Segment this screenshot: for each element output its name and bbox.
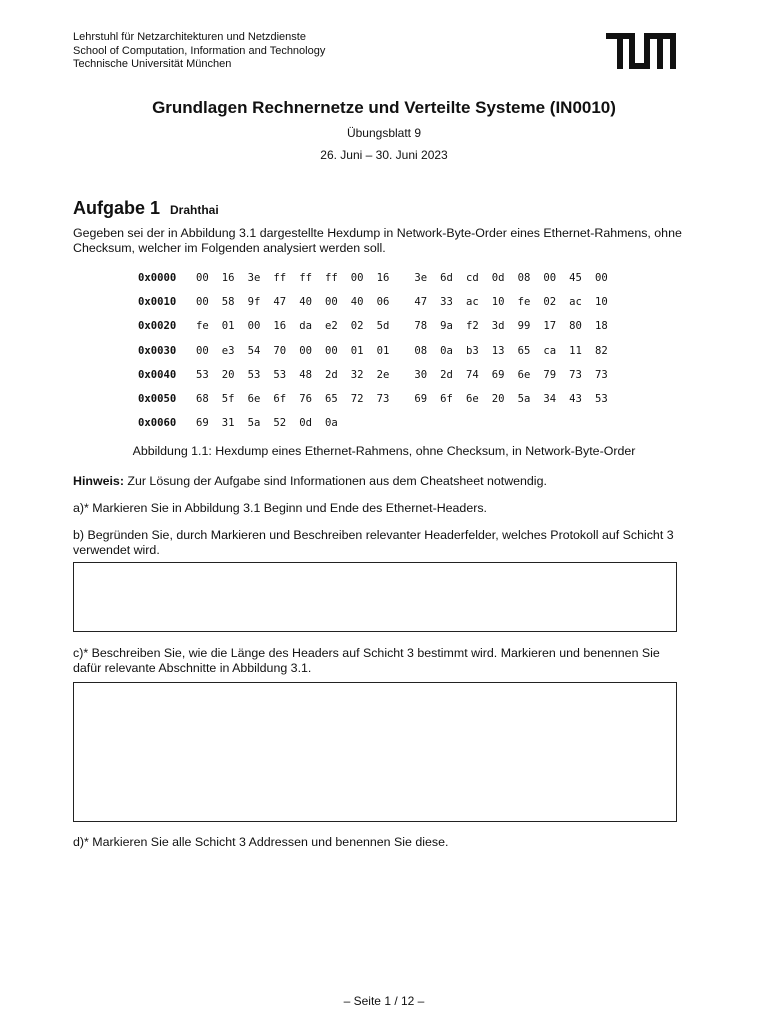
hexdump-byte: 2e [376,368,390,381]
hexdump-byte: 40 [299,296,312,309]
hexdump-byte: 9f [247,296,261,309]
hexdump-byte: 0d [491,272,505,284]
hint [73,474,683,489]
answer-box-b[interactable] [73,562,677,632]
hexdump-byte: 00 [350,272,364,284]
hexdump-byte: 80 [569,320,582,333]
hexdump-byte: 02 [350,320,364,333]
hexdump-byte: 33 [440,296,453,309]
hexdump-byte: 6f [273,392,287,405]
hexdump-row [138,296,621,320]
hexdump-byte: 16 [376,272,390,284]
hexdump-row [138,417,621,441]
hexdump-byte: 00 [196,344,209,357]
hexdump-byte: ca [543,344,557,357]
hexdump-byte: 70 [273,344,287,357]
hexdump-byte: 69 [196,417,209,430]
hexdump-byte: 32 [350,368,364,381]
hexdump-byte: 5f [221,392,235,405]
hexdump-byte: 73 [569,368,582,381]
question-a: a)* Markieren Sie in Abbildung 3.1 Beginn und Ende des Ethernet-Headers. [73,501,487,515]
hexdump-byte: 00 [196,296,209,309]
hexdump-byte: 20 [221,368,235,381]
hexdump-byte: 01 [350,344,364,357]
hexdump-byte: 53 [196,368,209,381]
hexdump-byte: cd [465,272,479,284]
hexdump-byte: 45 [569,272,582,284]
hexdump-offset: 0x0040 [138,368,177,381]
hexdump-byte: 16 [273,320,287,333]
hexdump-byte: b3 [465,344,479,357]
hexdump-byte: 53 [594,392,608,405]
hexdump-byte: 6e [465,392,479,405]
hexdump-byte: 08 [414,344,428,357]
hexdump-byte: 69 [414,392,428,405]
hexdump-byte: 18 [594,320,608,333]
hexdump-byte: 43 [569,392,582,405]
hexdump-row [138,320,621,344]
hexdump-byte: 5d [376,320,390,333]
hexdump-byte: 82 [594,344,608,357]
hexdump-offset: 0x0000 [138,272,177,284]
hexdump-byte: 31 [221,417,235,430]
hint-text: Zur Lösung der Aufgabe sind Informationen aus dem Cheatsheet notwendig. [127,474,547,488]
hexdump-byte: 73 [594,368,608,381]
hexdump-byte: 11 [569,344,582,357]
hexdump-byte: 34 [543,392,557,405]
hexdump-byte: 6e [247,392,261,405]
hexdump-byte: 52 [273,417,287,430]
hexdump-byte: 10 [594,296,608,309]
hexdump-byte: 40 [350,296,364,309]
hexdump-offset: 0x0020 [138,320,177,333]
hexdump-byte: 53 [247,368,261,381]
hexdump-byte: 65 [517,344,531,357]
task-intro: Gegeben sei der in Abbildung 3.1 dargestellte Hexdump in Network-Byte-Order eines Ethernet-Rahmens, ohne Checksum, welcher im Folgenden analysiert werden soll. [73,226,682,255]
institution-block [73,31,325,72]
hexdump-byte: 16 [221,272,235,284]
hexdump-byte: e3 [221,344,235,357]
hexdump-byte: 00 [324,296,338,309]
hexdump-byte: 54 [247,344,261,357]
hexdump-byte: 01 [376,344,390,357]
hexdump-byte: ff [299,272,312,284]
hexdump-offset: 0x0010 [138,296,177,309]
hexdump-offset: 0x0030 [138,344,177,357]
hexdump-byte: ac [569,296,582,309]
hexdump-byte: 47 [273,296,287,309]
hexdump-byte: 5a [517,392,531,405]
answer-box-c[interactable] [73,682,677,822]
hexdump-byte: 01 [221,320,235,333]
hexdump-byte: 65 [324,392,338,405]
task-label: Aufgabe 1 [73,198,161,218]
hexdump-byte: 2d [440,368,453,381]
page-title: Grundlagen Rechnernetze und Verteilte Systeme (IN0010) [152,98,616,117]
hexdump-byte: fe [517,296,531,309]
hexdump-byte: 10 [491,296,505,309]
hexdump-byte: 79 [543,368,557,381]
hexdump-byte: 3e [414,272,428,284]
hexdump-byte: 3d [491,320,505,333]
hexdump-byte: 74 [465,368,479,381]
hexdump-byte: 2d [324,368,338,381]
hexdump-byte: e2 [324,320,338,333]
hexdump-row [138,369,621,393]
hexdump-row [138,272,621,296]
sheet-number: Übungsblatt 9 [346,126,422,140]
task-heading [73,198,219,219]
hexdump-byte: 13 [491,344,505,357]
hexdump-byte: 68 [196,392,209,405]
question-b: b) Begründen Sie, durch Markieren und Beschreiben relevanter Headerfelder, welches Protokoll auf Schicht 3 verwendet wird. [73,528,674,557]
page-footer: – Seite 1 / 12 – [343,994,425,1008]
hexdump-byte: da [299,320,312,333]
hexdump-byte: 9a [440,320,453,333]
question-d: d)* Markieren Sie alle Schicht 3 Addressen und benennen Sie diese. [73,835,449,849]
hexdump-byte: 48 [299,368,312,381]
hexdump-byte: 00 [196,272,209,284]
institution-line: Lehrstuhl für Netzarchitekturen und Netzdienste [73,31,306,43]
hexdump-offset: 0x0060 [138,417,177,430]
institution-line: Technische Universität München [73,58,232,70]
hexdump-byte: ff [324,272,338,284]
hexdump-byte: 20 [491,392,505,405]
hexdump-byte: 6f [440,392,453,405]
hexdump-byte: fe [196,320,209,333]
figure-caption: Abbildung 1.1: Hexdump eines Ethernet-Rahmens, ohne Checksum, in Network-Byte-Order [132,444,636,458]
hexdump-byte: 69 [491,368,505,381]
hexdump-byte: 78 [414,320,428,333]
hexdump-byte: 72 [350,392,364,405]
hint-label: Hinweis: [73,474,124,488]
date-range: 26. Juni – 30. Juni 2023 [320,148,448,162]
hexdump-byte: 06 [376,296,390,309]
hexdump-byte: ff [273,272,287,284]
hexdump-byte: 99 [517,320,531,333]
hexdump-byte: 3e [247,272,261,284]
hexdump-byte: 00 [324,344,338,357]
question-c: c)* Beschreiben Sie, wie die Länge des Headers auf Schicht 3 bestimmt wird. Markieren und benennen Sie dafür relevante Abschnitte in Abbildung 3.1. [73,646,660,675]
hexdump-byte: 47 [414,296,428,309]
hexdump-row [138,393,621,417]
hexdump-byte: 5a [247,417,261,430]
hexdump-byte: 0d [299,417,312,430]
hexdump-byte: 02 [543,296,557,309]
hexdump-byte: 00 [543,272,557,284]
hexdump-byte: 00 [594,272,608,284]
hexdump-byte: 6d [440,272,453,284]
hexdump-offset: 0x0050 [138,392,177,405]
hexdump-byte: 76 [299,392,312,405]
hexdump-byte: 08 [517,272,531,284]
hexdump-byte: 30 [414,368,428,381]
hexdump-byte: 00 [299,344,312,357]
hexdump-byte: 73 [376,392,390,405]
hexdump-byte: 0a [324,417,338,430]
hexdump-byte: 58 [221,296,235,309]
hexdump-byte: 0a [440,344,453,357]
hexdump-byte: 53 [273,368,287,381]
hexdump-byte: 6e [517,368,531,381]
hexdump-byte: f2 [465,320,479,333]
hexdump-byte: 00 [247,320,261,333]
hexdump-byte: ac [465,296,479,309]
hexdump-row [138,345,621,369]
hexdump [138,272,621,441]
tum-logo [606,33,676,69]
hexdump-byte: 17 [543,320,557,333]
task-name: Drahthai [170,203,219,217]
institution-line: School of Computation, Information and Technology [73,44,326,57]
